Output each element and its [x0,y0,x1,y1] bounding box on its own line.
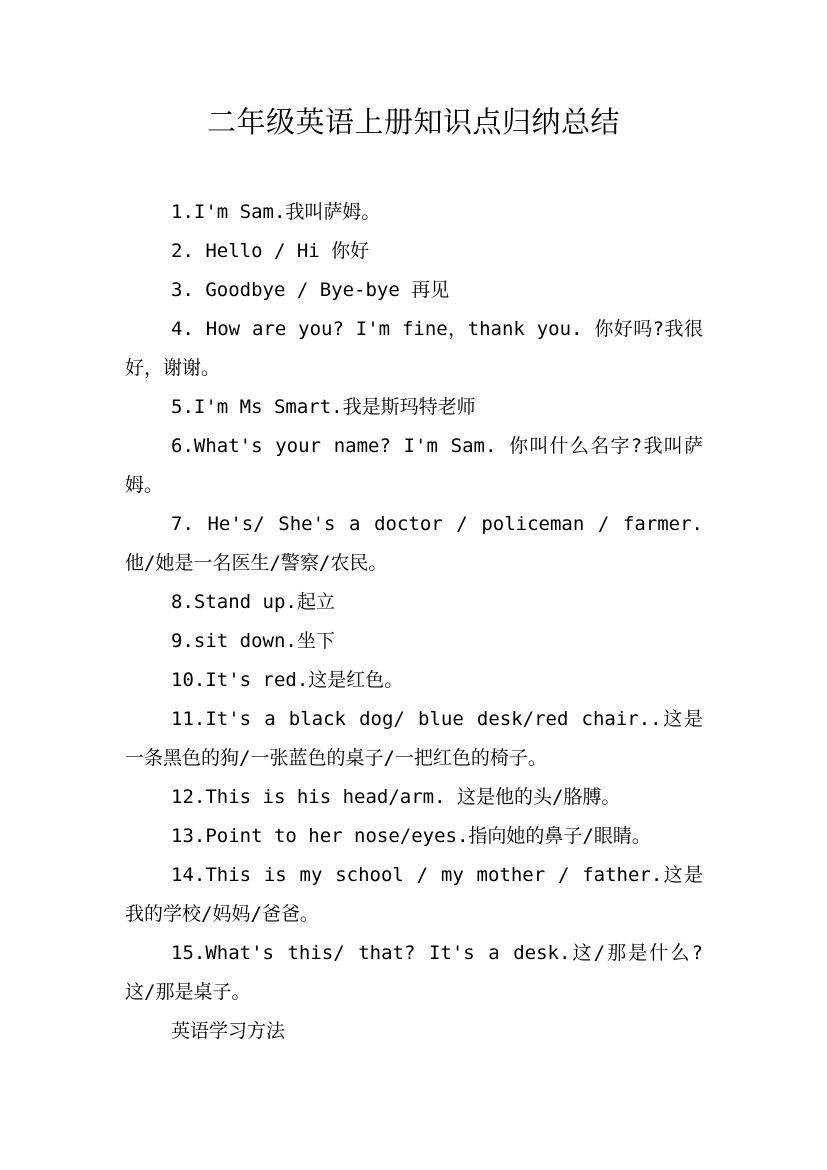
knowledge-item-15: 15.What's this/ that? It's a desk.这/那是什么?这/那是桌子。 [125,942,703,1003]
knowledge-item-13: 13.Point to her nose/eyes.指向她的鼻子/眼睛。 [171,825,651,847]
knowledge-item-10: 10.It's red.这是红色。 [171,669,404,691]
knowledge-item-12: 12.This is his head/arm. 这是他的头/胳膊。 [171,786,621,808]
knowledge-item-2: 2. Hello / Hi 你好 [171,240,370,262]
knowledge-item-6: 6.What's your name? I'm Sam. 你叫什么名字?我叫萨姆。 [125,435,703,496]
knowledge-item-14: 14.This is my school / my mother / father.这是我的学校/妈妈/爸爸。 [125,864,703,925]
knowledge-item-9: 9.sit down.坐下 [171,630,335,652]
knowledge-item-11: 11.It's a black dog/ blue desk/red chair..这是一条黑色的狗/一张蓝色的桌子/一把红色的椅子。 [125,708,703,769]
document-title: 二年级英语上册知识点归纳总结 [206,105,620,139]
section-heading: 英语学习方法 [171,1020,286,1042]
knowledge-item-8: 8.Stand up.起立 [171,591,335,613]
knowledge-item-5: 5.I'm Ms Smart.我是斯玛特老师 [171,396,476,418]
document-body [125,193,703,1051]
knowledge-item-4: 4. How are you? I'm fine，thank you. 你好吗?我很好，谢谢。 [125,318,703,379]
knowledge-item-7: 7. He's/ She's a doctor / policeman / farmer.他/她是一名医生/警察/农民。 [125,513,703,574]
knowledge-item-3: 3. Goodbye / Bye-bye 再见 [171,279,450,301]
knowledge-item-1: 1.I'm Sam.我叫萨姆。 [171,201,381,223]
